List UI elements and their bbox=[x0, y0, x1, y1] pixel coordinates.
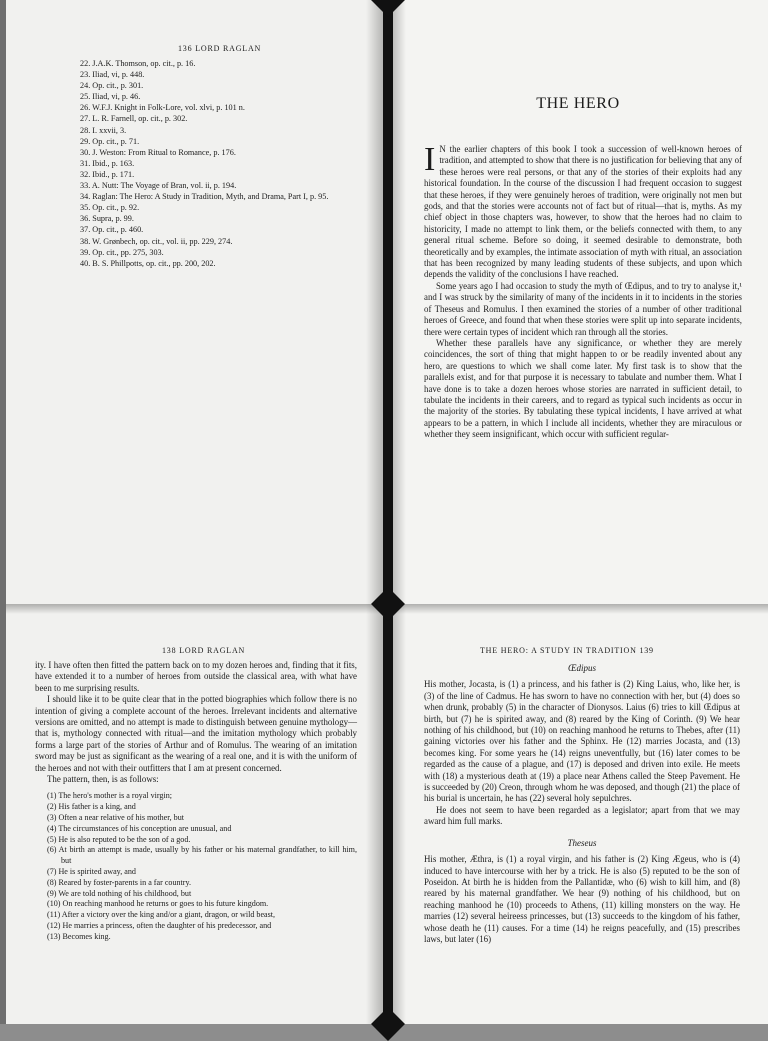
footnote-text: Iliad, vi, p. 448. bbox=[92, 70, 145, 80]
footnote-text: B. S. Phillpotts, op. cit., pp. 200, 202. bbox=[92, 258, 216, 268]
footnote bbox=[80, 147, 380, 158]
footnote-text: I. xxvii, 3. bbox=[92, 125, 127, 135]
page-136 bbox=[0, 0, 388, 604]
hero-pattern-list bbox=[35, 791, 357, 942]
paragraph: I should like it to be quite clear that in the potted biographies which follow there is no intention of giving a complete account of the heroes. Irrelevant incidents and alternative versions are omitted, and no attempt is made to distinguish between genuine mythology—that is, mythology connected with ritual—and the imitation mythology which probably forms a large part of the stories of Arthur and of Romulus. The wearing of an imitation sword may be just as significant as the wearing of a real one, and it is with the uniform of the heroes and not with their outfitters that I am at present concerned. bbox=[35, 694, 357, 773]
pattern-item: (10) On reaching manhood he returns or goes to his future kingdom. bbox=[47, 899, 269, 909]
footnote bbox=[80, 180, 380, 191]
footnote-number: 34. bbox=[80, 192, 91, 202]
footnote-text: Supra, p. 99. bbox=[92, 214, 134, 224]
pattern-item: (13) Becomes king. bbox=[47, 931, 111, 941]
footnote-number: 22. bbox=[80, 59, 91, 68]
footnote-text: Op. cit., p. 460. bbox=[92, 225, 144, 235]
footnote-text: J.A.K. Thomson, op. cit., p. 16. bbox=[92, 59, 196, 68]
footnote-number: 30. bbox=[80, 147, 91, 157]
page-body bbox=[424, 659, 740, 945]
footnote-text: Ibid., p. 163. bbox=[92, 158, 135, 168]
footnote-number: 36. bbox=[80, 214, 91, 224]
pattern-item: (9) We are told nothing of his childhood, but bbox=[47, 888, 192, 898]
footnote-text: Iliad, vi, p. 46. bbox=[92, 92, 141, 102]
paragraph: His mother, Jocasta, is (1) a princess, and his father is (2) King Laius, who, like her, is (3) of the line of Cadmus. He has sworn to have no connection with her, but (4) does so when drunk, probably (5) in the character of Dionysos. Laius (6) tries to kill Œdipus at birth, but (7) he is spirited away, and (8) reared by the King of Corinth. (9) We hear nothing of his childhood, but (10) on reaching manhood he returns to Thebes, after (11) gaining victories over his father and the Sphinx. He (12) marries Jocasta, and (13) becomes king. For some years he (14) reigns uneventfully, but (16) later comes to be regarded as the cause of a plague, and (17) is deposed and driven into exile. He meets with (18) a mysterious death at (19) a place near Athens called the Steep Pavement. He is succeeded by (20) Creon, through whom he was deposed, and though (21) the place of his burial is uncertain, he has (22) several holy sepulchres. bbox=[424, 679, 740, 804]
footnote-text: W.F.J. Knight in Folk-Lore, vol. xlvi, p. 101 n. bbox=[92, 103, 245, 113]
footnote-text: J. Weston: From Ritual to Romance, p. 176. bbox=[92, 147, 236, 157]
footnote-text: A. Nutt: The Voyage of Bran, vol. ii, p. 194. bbox=[91, 181, 237, 191]
paragraph: Whether these parallels have any significance, or whether they are merely coincidences, the sort of thing that might happen to or be readily invented about any hero, are questions to which we shall come later. My first task is to show that the parallels exist, and for that purpose it is necessary to tabulate and number them. What I have done is to take a dozen heroes whose stories are narrated in sufficient detail, to tabulate the incidents in their careers, and to regard as typical such incidents as occur in the majority of the stories. By tabulating these typical incidents, I have arrived at what appears to be a pattern, in which I include all incidents, whether they are miraculous or whether they seem insignificant, which occur with sufficient regular- bbox=[424, 337, 742, 440]
footnote-text: Op. cit., p. 71. bbox=[92, 136, 140, 146]
chapter-body bbox=[424, 141, 742, 441]
page-edge bbox=[0, 604, 6, 1024]
page-138 bbox=[0, 604, 388, 1024]
footnote-number: 25. bbox=[80, 92, 91, 102]
footnote-text: Op. cit., pp. 275, 303. bbox=[92, 247, 164, 257]
page-fold-shadow bbox=[388, 604, 768, 614]
section-heading-oedipus: Œdipus bbox=[568, 663, 596, 673]
paragraph: I N the earlier chapters of this book I took a succession of well-known heroes of tradition, and attempted to show that there is no justification for believing that any of these heroes were real persons, or that any of the stories of their exploits had any historical foundation. In the course of the discussion I had frequent occasion to suggest that these heroes, if they were genuinely heroes of tradition, were originally not men but gods, and that the stories were accounts not of fact but of ritual—that is, myths. As my chief object in those chapters was, however, to show that the heroes had no claim to historicity, I made no attempt to link them, or the beliefs connected with them, to any general ritual scheme. Before so doing, it seemed desirable to demonstrate, both theoretically and by examples, the intimate association of myth with ritual, an association that has been recognized by many leading students of these subjects, and upon which depends the validity of the conclusions I have reached. bbox=[424, 141, 742, 280]
footnote-number: 40. bbox=[80, 258, 91, 268]
footnote bbox=[80, 136, 380, 147]
footnote-number: 38. bbox=[80, 236, 91, 246]
pattern-item: (3) Often a near relative of his mother, but bbox=[47, 813, 184, 823]
pattern-item: (12) He marries a princess, often the daughter of his predecessor, and bbox=[47, 921, 272, 931]
footnote-text: Op. cit., p. 92. bbox=[92, 203, 140, 213]
running-header: 138 LORD RAGLAN bbox=[162, 646, 246, 655]
footnote bbox=[80, 191, 380, 202]
footnote-number: 37. bbox=[80, 225, 91, 235]
footnote-number: 28. bbox=[80, 125, 91, 135]
footnote-number: 24. bbox=[80, 81, 91, 91]
footnote bbox=[80, 113, 380, 124]
footnote bbox=[80, 224, 380, 235]
running-header: THE HERO: A STUDY IN TRADITION 139 bbox=[480, 646, 654, 655]
section-heading-theseus: Theseus bbox=[567, 837, 597, 848]
footnote-text: Raglan: The Hero: A Study in Tradition, Myth, and Drama, Part I, p. 95. bbox=[92, 192, 329, 202]
footnote-text: Ibid., p. 171. bbox=[92, 169, 135, 179]
footnote-text: W. Grønbech, op. cit., vol. ii, pp. 229, 274. bbox=[92, 236, 233, 246]
footnote-number: 39. bbox=[80, 247, 91, 257]
pattern-item: (2) His father is a king, and bbox=[47, 802, 136, 812]
footnote-number: 27. bbox=[80, 114, 91, 124]
page-edge bbox=[0, 0, 6, 604]
footnote bbox=[80, 80, 380, 91]
footnote-number: 29. bbox=[80, 136, 91, 146]
footnote bbox=[80, 69, 380, 80]
pattern-item: (4) The circumstances of his conception are unusual, and bbox=[47, 823, 232, 833]
footnote-text: Op. cit., p. 301. bbox=[92, 81, 144, 91]
footnote-number: 26. bbox=[80, 103, 91, 113]
chapter-title: THE HERO bbox=[536, 95, 620, 112]
footnote bbox=[80, 236, 380, 247]
paragraph: The pattern, then, is as follows: bbox=[47, 774, 159, 785]
footnote bbox=[80, 258, 380, 269]
footnote bbox=[80, 102, 380, 113]
footnote-number: 32. bbox=[80, 169, 91, 179]
footnote bbox=[80, 247, 380, 258]
footnote bbox=[80, 125, 380, 136]
pattern-item: (6) At birth an attempt is made, usually by his father or his maternal grandfather, to kill him, but bbox=[47, 845, 357, 866]
footnote bbox=[80, 58, 380, 69]
pattern-item: (7) He is spirited away, and bbox=[47, 867, 136, 877]
pattern-item: (5) He is also reputed to be the son of a god. bbox=[47, 834, 191, 844]
footnote-number: 23. bbox=[80, 70, 91, 80]
footnote bbox=[80, 169, 380, 180]
footnote-number: 35. bbox=[80, 203, 91, 213]
paragraph: He does not seem to have been regarded as a legislator; apart from that we may award him full marks. bbox=[424, 804, 740, 827]
page-139 bbox=[388, 604, 768, 1024]
paragraph: His mother, Æthra, is (1) a royal virgin, and his father is (2) King Ægeus, who is (4) induced to have intercourse with her by a trick. He is also (5) reputed to be the son of Poseidon. At birth he is hidden from the Pallantidæ, who (6) wish to kill him, and (8) reared by his maternal grandfather. We hear (9) nothing of his childhood, but on reaching manhood he (10) proceeds to Athens, (11) killing monsters on the way. He marries (12) several heireess princesses, but (13) succeeds to the kingdom of his father, whose death he (11) causes. For a time (14) he reigns peacefully, and (15) prescribes laws, but later (16) bbox=[424, 854, 740, 944]
paragraph: ity. I have often then fitted the pattern back on to my dozen heroes and, finding that it fits, have extended it to a number of heroes from outside the classical area, with what have been to me surprising results. bbox=[35, 660, 357, 693]
footnotes-list bbox=[80, 58, 380, 269]
page-body bbox=[35, 660, 357, 943]
book-spine bbox=[383, 0, 393, 1024]
footnote bbox=[80, 158, 380, 169]
footnote-number: 33. bbox=[80, 181, 91, 191]
drop-cap: I bbox=[424, 141, 436, 178]
footnote-text: L. R. Farnell, op. cit., p. 302. bbox=[92, 114, 188, 124]
pattern-item: (1) The hero's mother is a royal virgin; bbox=[47, 791, 173, 801]
footnote bbox=[80, 202, 380, 213]
page-137 bbox=[388, 0, 768, 604]
pattern-item: (8) Reared by foster-parents in a far country. bbox=[47, 877, 192, 887]
footnote bbox=[80, 91, 380, 102]
page-fold-shadow bbox=[0, 604, 388, 614]
footnote-number: 31. bbox=[80, 158, 91, 168]
pattern-item: (11) After a victory over the king and/or a giant, dragon, or wild beast, bbox=[47, 910, 276, 920]
footnote bbox=[80, 213, 380, 224]
paragraph: Some years ago I had occasion to study the myth of Œdipus, and to try to analyse it,¹ and I was struck by the similarity of many of the incidents in it to incidents in the stories of Theseus and Romulus. I then examined the stories of a number of other traditional heroes of Greece, and found that when these stories were split up into separate incidents, there were certain types of incident which ran through all the stories. bbox=[424, 280, 742, 337]
running-header: 136 LORD RAGLAN bbox=[178, 44, 262, 53]
